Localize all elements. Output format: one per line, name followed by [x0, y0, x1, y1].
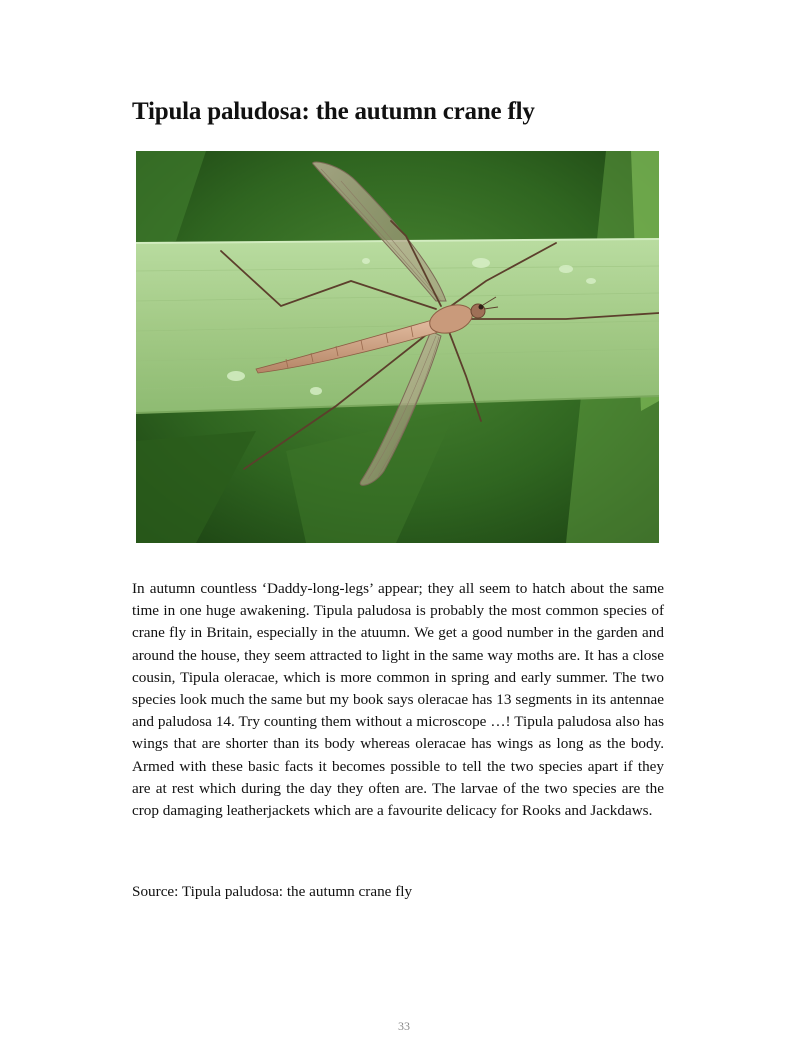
page-title: Tipula paludosa: the autumn crane fly	[132, 98, 535, 125]
body-paragraph: In autumn countless ‘Daddy-long-legs’ appear; they all seem to hatch about the same time in one huge awakening. Tipula paludosa is probably the most common species of crane fly in Britain, especially in the atuumn. We get a good number in the garden and around the house, they seem attracted to light in the same way moths are. It has a close cousin, Tipula oleracae, which is more common in spring and early summer. The two species look much the same but my book says oleracae has 13 segments in its antennae and paludosa 14. Try counting them without a microscope …! Tipula paludosa also has wings that are shorter than its body whereas oleracae has wings as long as the body. Armed with these basic facts it becomes possible to tell the two species apart if they are at rest which during the day they often are. The larvae of the two species are the crop damaging leatherjackets which are a favourite delicacy for Rooks and Jackdaws.	[132, 580, 664, 820]
crane-fly-photo	[136, 151, 659, 543]
source-citation: Source: Tipula paludosa: the autumn crane fly	[132, 883, 413, 900]
page-number: 33	[398, 1019, 410, 1033]
